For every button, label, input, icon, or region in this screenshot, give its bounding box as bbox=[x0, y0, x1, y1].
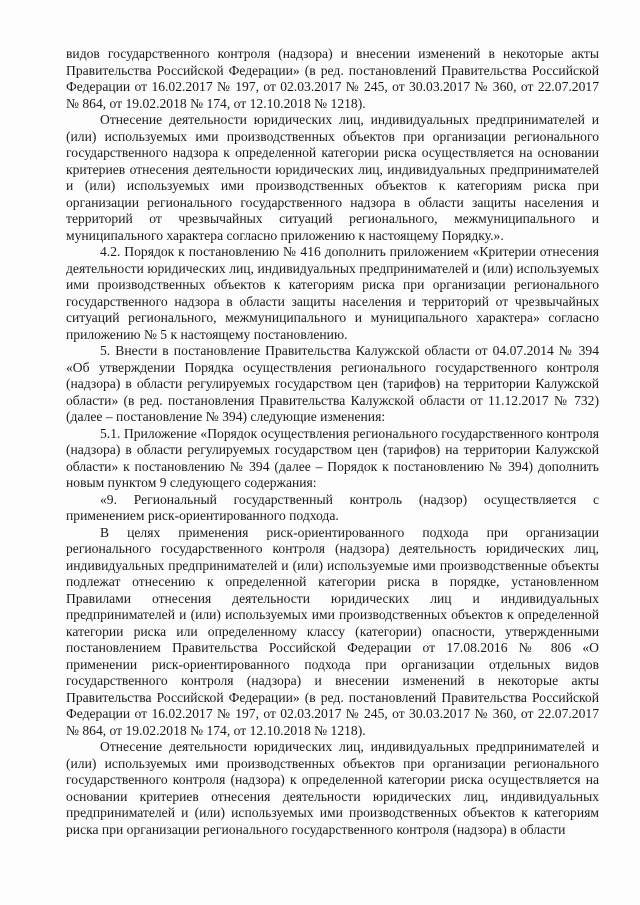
paragraph-item-9: «9. Региональный государственный контроль (надзор) осуществляется с применением риск-ориентированного подхода. bbox=[66, 491, 599, 523]
paragraph-risk-category-regional-supervision: Отнесение деятельности юридических лиц, индивидуальных предпринимателей и (или) используемых ими производственных объектов при организации регионального государственного надзора к определенной категории риска осуществляется на основании критериев отнесения деятельности юридических лиц, индивидуальных предпринимателей и (или) используемых ими производственных объектов к категориям риска при организации регионального государственного надзора в области защиты населения и территорий от чрезвычайных ситуаций регионального, межмуниципального и муниципального характера согласно приложению к настоящему Порядку.». bbox=[66, 112, 599, 243]
paragraph-5: 5. Внести в постановление Правительства Калужской области от 04.07.2014 № 394 «Об утверждении Порядка осуществления регионального государственного контроля (надзора) в области регулируемых государством цен (тарифов) на территории Калужской области» (в ред. постановления Правительства Калужской области от 11.12.2017 № 732) (далее – постановление № 394) следующие изменения: bbox=[66, 343, 599, 424]
paragraph-4-2: 4.2. Порядок к постановлению № 416 дополнить приложением «Критерии отнесения деятельности юридических лиц, индивидуальных предпринимателей и (или) используемых ими производственных объектов к категориям риска при организации регионального государственного надзора в области защиты населения и территорий от чрезвычайных ситуаций регионального, межмуниципального и муниципального характера» согласно приложению № 5 к настоящему постановлению. bbox=[66, 244, 599, 342]
document-body bbox=[66, 46, 599, 838]
paragraph-continuation: видов государственного контроля (надзора) и внесении изменений в некоторые акты Правительства Российской Федерации» (в ред. постановлений Правительства Российской Федерации от 16.02.2017 № 197, от 02.03.2017 № 245, от 30.03.2017 № 360, от 22.07.2017 № 864, от 19.02.2018 № 174, от 12.10.2018 № 1218). bbox=[66, 46, 599, 111]
paragraph-5-1: 5.1. Приложение «Порядок осуществления регионального государственного контроля (надзора) в области регулируемых государством цен (тарифов) на территории Калужской области» к постановлению № 394 (далее – Порядок к постановлению № 394) дополнить новым пунктом 9 следующего содержания: bbox=[66, 425, 599, 490]
paragraph-risk-oriented-approach: В целях применения риск-ориентированного подхода при организации регионального государственного контроля (надзора) деятельность юридических лиц, индивидуальных предпринимателей и (или) используемые ими производственные объекты подлежат отнесению к определенной категории риска в порядке, установленном Правилами отнесения деятельности юридических лиц и индивидуальных предпринимателей и (или) используемых ими производственных объектов к определенной категории риска или определенному классу (категории) опасности, утвержденными постановлением Правительства Российской Федерации от 17.08.2016 № 806 «О применении риск-ориентированного подхода при организации отдельных видов государственного контроля (надзора) и внесении изменений в некоторые акты Правительства Российской Федерации» (в ред. постановлений Правительства Российской Федерации от 16.02.2017 № 197, от 02.03.2017 № 245, от 30.03.2017 № 360, от 22.07.2017 № 864, от 19.02.2018 № 174, от 12.10.2018 № 1218). bbox=[66, 524, 599, 738]
paragraph-risk-category-regional-control: Отнесение деятельности юридических лиц, индивидуальных предпринимателей и (или) используемых ими производственных объектов при организации регионального государственного контроля (надзора) к определенной категории риска осуществляется на основании критериев отнесения деятельности юридических лиц, индивидуальных предпринимателей и (или) используемых ими производственных объектов к категориям риска при организации регионального государственного контроля (надзора) в области bbox=[66, 739, 599, 837]
